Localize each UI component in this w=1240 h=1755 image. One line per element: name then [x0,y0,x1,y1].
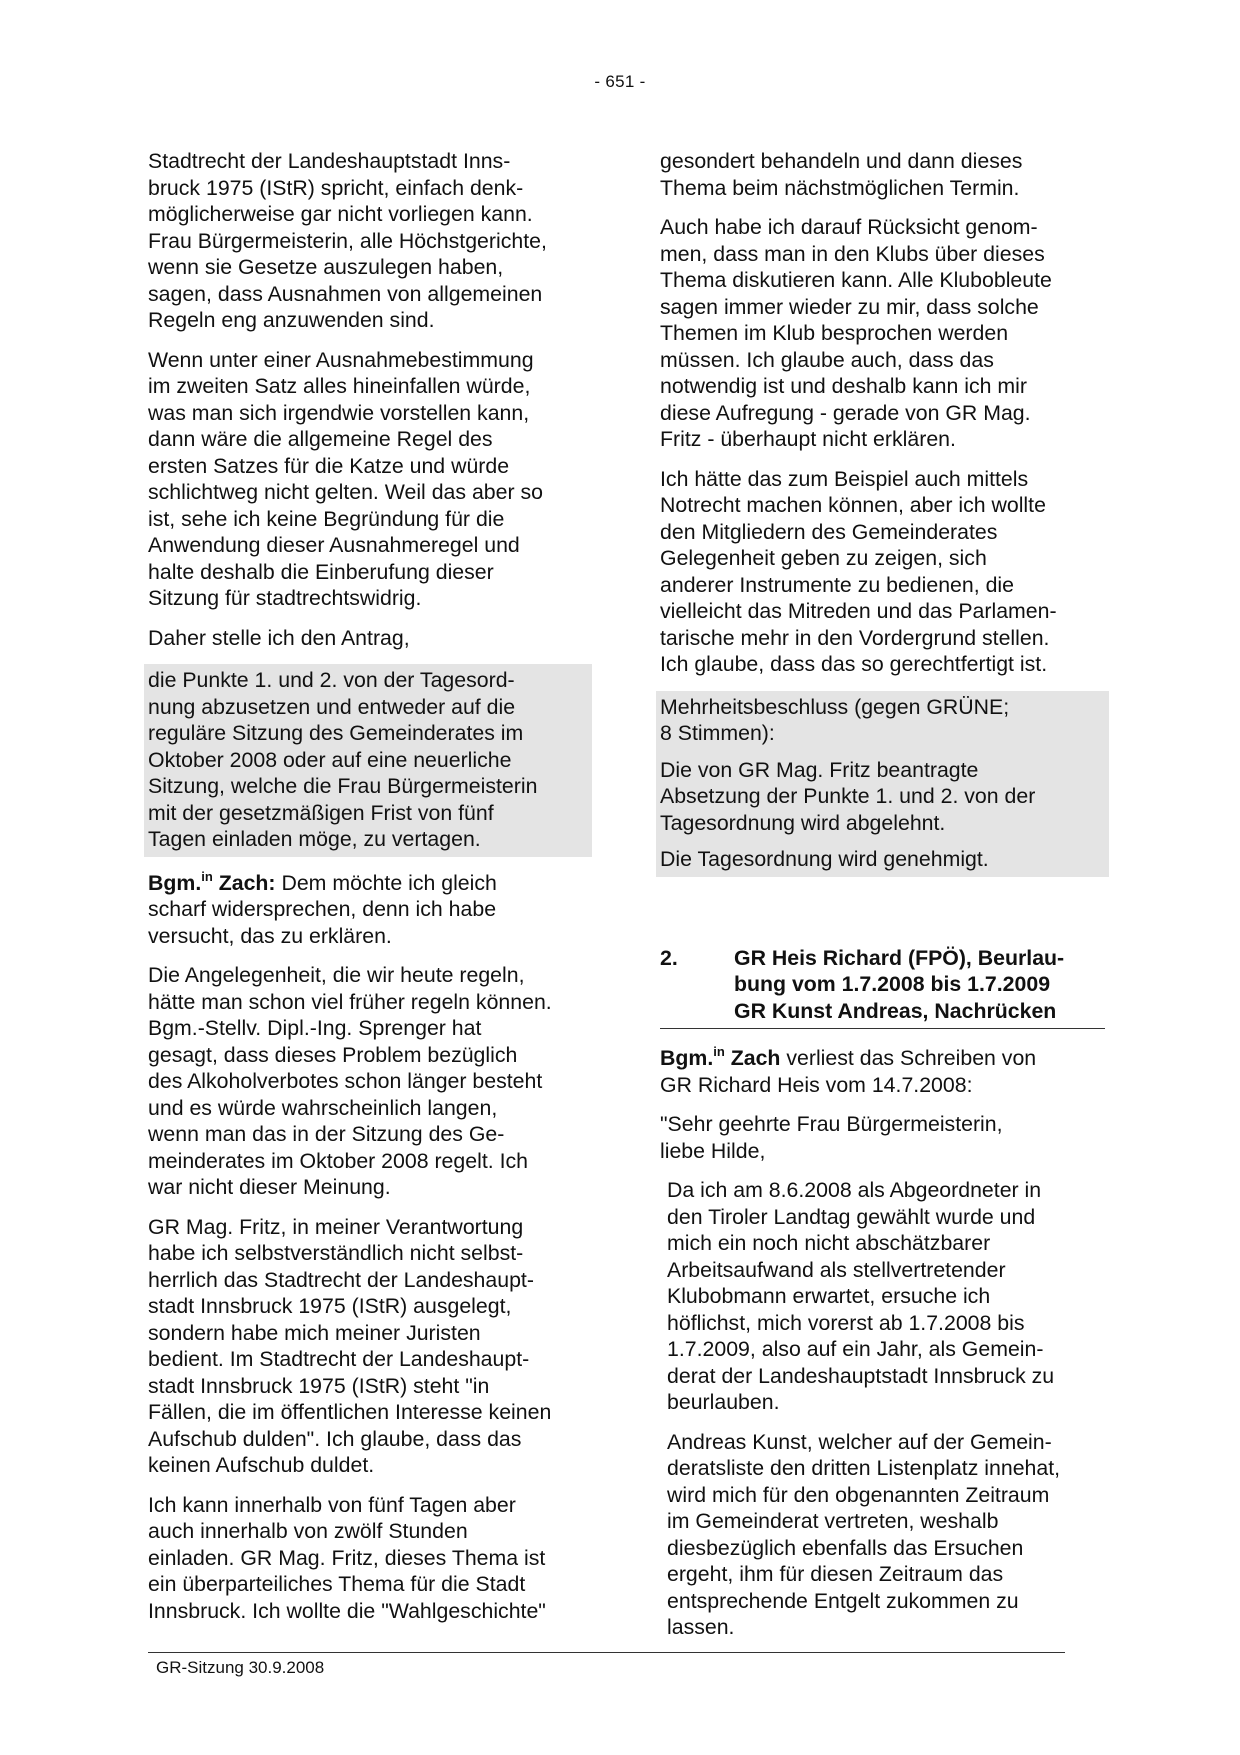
resolution-box [656,691,1109,877]
agenda-approved: Die Tagesordnung wird genehmigt. [660,847,989,871]
left-paragraph-3: Daher stelle ich den Antrag, [148,625,410,650]
speaker-paragraph-left: Bgm.$^{in}$ Zach: Dem möchte ich gleich scharf widersprechen, denn ich habe versucht, das zu erklären. [148,868,497,948]
left-paragraph-6: GR Mag. Fritz, in meiner Verantwortung habe ich selbstverständlich nicht selbst- herrlich das Stadtrecht der Landeshaupt- stadt Innsbruck 1975 (IStR) ausgelegt, sondern habe mich meiner Juristen bedient. Im Stadtrecht der Landeshaupt- stadt Innsbruck 1975 (IStR) steht "in Fällen, die im öffentlichen Interesse keinen Aufschub dulden". Ich glaube, dass das keinen Aufschub duldet. [148,1214,552,1477]
agenda-item-title: GR Heis Richard (FPÖ), Beurlau- bung vom 1.7.2008 bis 1.7.2009 GR Kunst Andreas, Nachrücken [734,945,1065,1023]
left-paragraph-2: Wenn unter einer Ausnahmebestimmung im zweiten Satz alles hineinfallen würde, was man sich irgendwie vorstellen kann, dann wäre die allgemeine Regel des ersten Satzes für die Katze und würde schlichtweg nicht gelten. Weil das aber so ist, sehe ich keine Begründung für die Anwendung dieser Ausnahmeregel und halte deshalb die Einberufung dieser Sitzung für stadtrechtswidrig. [148,347,543,610]
agenda-item-heading [660,945,1105,1030]
page-number: - 651 - [594,72,646,91]
right-paragraph-1: gesondert behandeln und dann dieses Thema beim nächstmöglichen Termin. [660,149,1023,200]
left-column [148,148,588,1637]
right-column [660,148,1105,1654]
letter-paragraph-2: Andreas Kunst, welcher auf der Gemein- deratsliste den dritten Listenplatz innehat, wird mich für den obgenannten Zeitraum im Gemeinderat vertreten, weshalb diesbezüglich ebenfalls das Ersuchen ergeht, ihm für diesen Zeitraum das entsprechende Entgelt zukommen zu lassen. [667,1429,1061,1639]
motion-text: die Punkte 1. und 2. von der Tagesord- nung abzusetzen und entweder auf die reguläre Sitzung des Gemeinderates im Oktober 2008 oder auf eine neuerliche Sitzung, welche die Frau Bürgermeisterin mit der gesetzmäßigen Frist von fünf Tagen einladen möge, zu vertagen. [148,668,538,851]
resolution-text: Die von GR Mag. Fritz beantragte Absetzung der Punkte 1. und 2. von der Tagesordnung wird abgelehnt. [660,757,1036,835]
left-paragraph-5: Die Angelegenheit, die wir heute regeln, hätte man schon viel früher regeln können. Bgm.-Stellv. Dipl.-Ing. Sprenger hat gesagt, dass dieses Problem bezüglich des Alkoholverbotes schon länger besteht und es würde wahrscheinlich langen, wenn man das in der Sitzung des Ge- meinderates im Oktober 2008 regelt. Ich war nicht dieser Meinung. [148,963,552,1199]
speaker-paragraph-right: Bgm.$^{in}$ Zach verliest das Schreiben von GR Richard Heis vom 14.7.2008: [660,1044,1037,1097]
footer-text: GR-Sitzung 30.9.2008 [156,1658,325,1677]
right-paragraph-3: Ich hätte das zum Beispiel auch mittels Notrecht machen können, aber ich wollte den Mitgliedern des Gemeinderates Gelegenheit geben zu zeigen, sich anderer Instrumente zu bedienen, die vielleicht das Mitreden und das Parlamen- tarische mehr in den Vordergrund stellen. Ich glaube, dass das so gerechtfertigt ist. [660,466,1057,676]
left-paragraph-7: Ich kann innerhalb von fünf Tagen aber auch innerhalb von zwölf Stunden einladen. GR Mag. Fritz, dieses Thema ist ein überparteiliches Thema für die Stadt Innsbruck. Ich wollte die "Wahlgeschichte" [148,1492,546,1623]
agenda-item-number: 2. [660,945,678,970]
letter-paragraph-1: Da ich am 8.6.2008 als Abgeordneter in den Tiroler Landtag gewählt wurde und mich ein noch nicht abschätzbarer Arbeitsaufwand als stellvertretender Klubobmann erwartet, ersuche ich höflichst, mich vorerst ab 1.7.2008 bis 1.7.2009, also auf ein Jahr, als Gemein- derat der Landeshauptstadt Innsbruck zu beurlauben. [667,1178,1055,1414]
speaker-label: Bgm.$^{in}$ Zach [660,1044,781,1070]
right-paragraph-2: Auch habe ich darauf Rücksicht genom- men, dass man in den Klubs über dieses Thema diskutieren kann. Alle Klubobleute sagen immer wieder zu mir, dass solche Themen im Klub besprochen werden müssen. Ich glaube auch, dass das notwendig ist und deshalb kann ich mir diese Aufregung - gerade von GR Mag. Fritz - überhaupt nicht erklären. [660,215,1052,451]
footer-rule [148,1652,1065,1653]
resolution-vote: Mehrheitsbeschluss (gegen GRÜNE; 8 Stimmen): [660,694,1010,745]
letter-salutation: "Sehr geehrte Frau Bürgermeisterin, liebe Hilde, [660,1112,1003,1163]
speaker-label: Bgm.$^{in}$ Zach: [148,868,276,895]
left-paragraph-1: Stadtrecht der Landeshauptstadt Inns- bruck 1975 (IStR) spricht, einfach denk- möglicherweise gar nicht vorliegen kann. Frau Bürgermeisterin, alle Höchstgerichte, wenn sie Gesetze auszulegen haben, sagen, dass Ausnahmen von allgemeinen Regeln eng anzuwenden sind. [148,149,547,332]
motion-box [144,664,592,857]
